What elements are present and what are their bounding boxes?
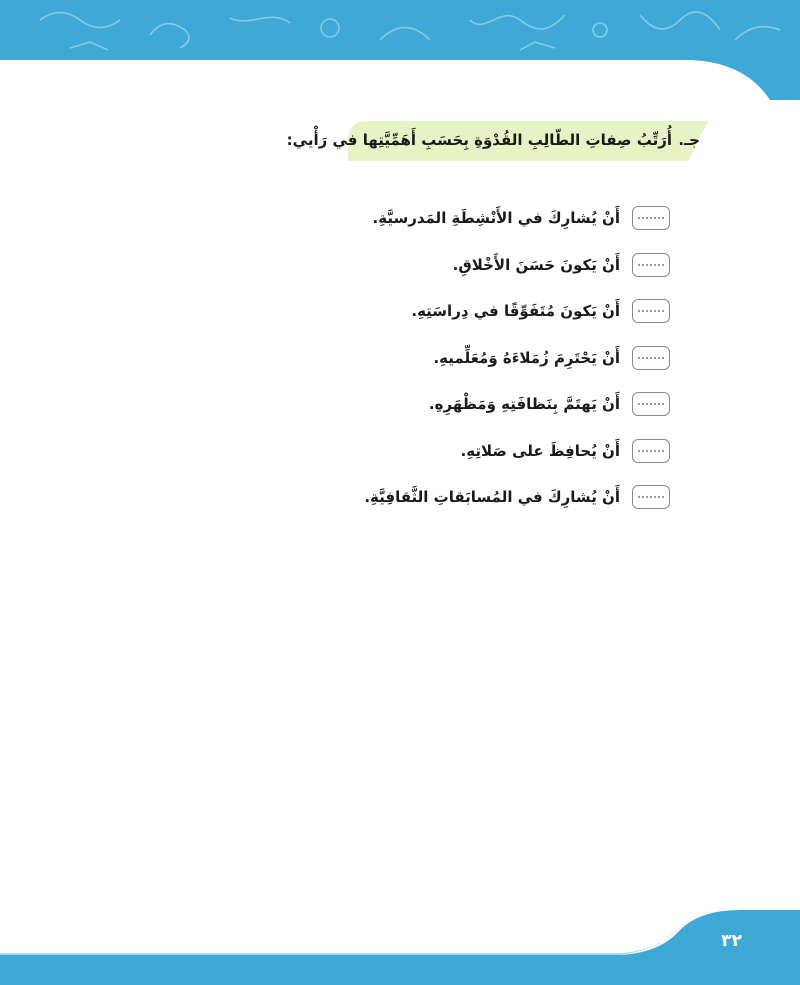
dotted-line [638,264,664,266]
item-text: أَنْ يَكونَ حَسَنَ الأَخْلاقِ. [452,255,620,274]
list-item [250,335,670,382]
item-text: أَنْ يَكونَ مُتَفَوِّقًا في دِراسَتِهِ. [411,302,620,321]
item-text: أَنْ يُحافِظَ على صَلاتِهِ. [460,441,620,460]
list-item [250,288,670,335]
dotted-line [638,357,664,359]
dotted-line [638,450,664,452]
question-letter: جـ. [678,131,700,149]
rank-input-box[interactable] [632,253,670,277]
rank-input-box[interactable] [632,299,670,323]
bottom-banner [0,905,800,985]
dotted-line [638,310,664,312]
dotted-line [638,217,664,219]
dotted-line [638,403,664,405]
item-text: أَنْ يُشارِكَ في الأَنْشِطَةِ المَدرسيَّةِ. [372,209,620,228]
item-text: أَنْ يَحْتَرِمَ زُمَلاءَهُ وَمُعَلِّميهِ. [433,348,620,367]
item-text: أَنْ يَهتَمَّ بِنَظافَتِهِ وَمَظْهَرِهِ. [428,395,620,414]
rank-input-box[interactable] [632,206,670,230]
ranking-list [250,195,670,521]
item-text: أَنْ يُشارِكَ في المُسابَقاتِ الثَّقافِيَّةِ. [364,488,620,507]
list-item [250,195,670,242]
rank-input-box[interactable] [632,439,670,463]
rank-input-box[interactable] [632,346,670,370]
rank-input-box[interactable] [632,392,670,416]
list-item [250,428,670,475]
page-number: ٣٢ [721,931,742,951]
question-text: أُرَتِّبُ صِفاتِ الطّالِبِ القُدْوَةِ بِحَسَبِ أَهَمِّيَّتِها في رَأْيي: [286,131,672,149]
list-item [250,474,670,521]
question-header [286,121,708,161]
top-banner [0,0,800,110]
rank-input-box[interactable] [632,485,670,509]
list-item [250,381,670,428]
dotted-line [638,496,664,498]
list-item [250,242,670,289]
